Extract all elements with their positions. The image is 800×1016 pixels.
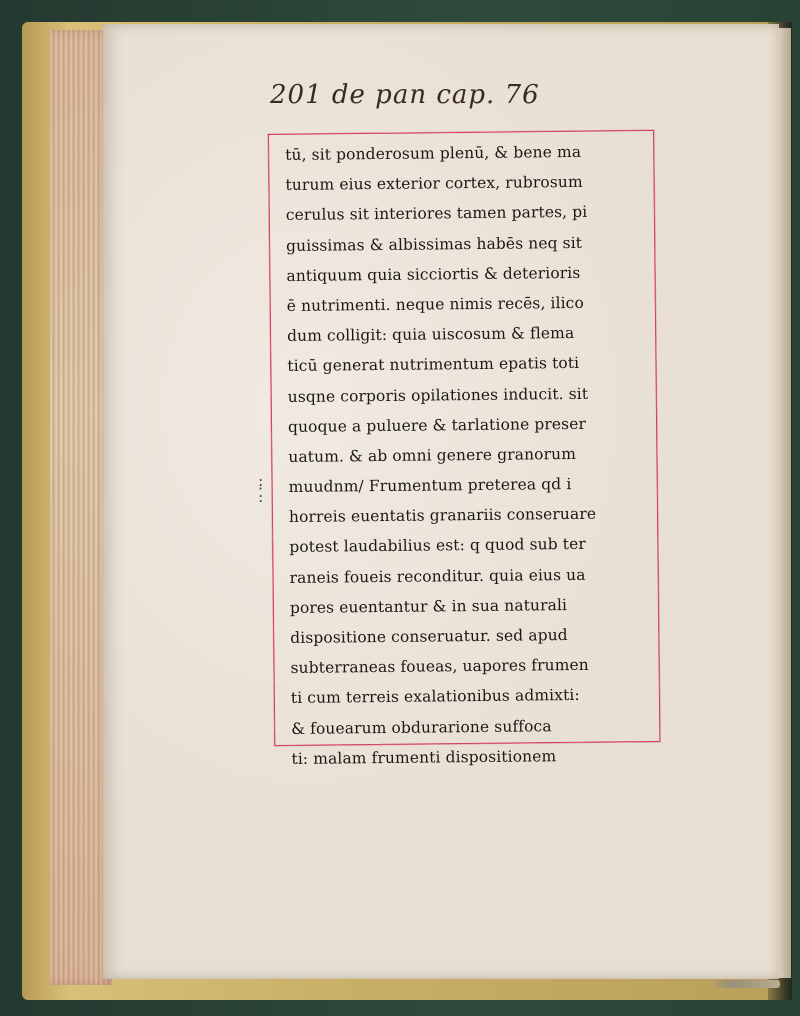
text-line: ti: malam frumenti dispositionem xyxy=(291,746,557,768)
text-line: usqne corporis opilationes inducit. sit xyxy=(287,384,589,406)
text-line: & fouearum obdurarione suffoca xyxy=(291,716,552,738)
text-line: ticū generat nutrimentum epatis toti xyxy=(287,354,580,376)
text-line: antiquum quia sicciortis & deterioris xyxy=(286,263,581,285)
text-line: quoque a puluere & tarlatione preser xyxy=(287,414,587,436)
text-line: ē nutrimenti. neque nimis recēs, ilico xyxy=(286,293,584,315)
text-line: guissimas & albissimas habēs neq sit xyxy=(286,233,583,255)
text-line: potest laudabilius est: q quod sub ter xyxy=(289,535,586,557)
text-line: dum colligit: quia uiscosum & flema xyxy=(286,324,575,346)
text-line: turum eius exterior cortex, rubrosum xyxy=(285,173,583,195)
page-corner-shadow xyxy=(710,980,780,988)
text-line: uatum. & ab omni genere granorum xyxy=(288,444,577,466)
text-line: cerulus sit interiores tamen partes, pi xyxy=(285,203,588,225)
text-line: horreis euentatis granariis conseruare xyxy=(288,505,597,527)
text-line: subterraneas foueas, uapores frumen xyxy=(290,656,589,678)
text-line: raneis foueis reconditur. quia eius ua xyxy=(289,565,586,587)
text-block xyxy=(285,136,662,774)
text-line: muudnm/ Frumentum preterea qd i xyxy=(288,475,572,497)
text-line: dispositione conseruatur. sed apud xyxy=(290,626,568,647)
opposite-page-edge xyxy=(779,28,791,978)
marginal-dots: : · : xyxy=(258,471,264,506)
text-line: tū, sit ponderosum plenū, & bene ma xyxy=(285,142,582,164)
handwritten-heading: 201 de pan cap. 76 xyxy=(270,80,540,110)
text-line: pores euentantur & in sua naturali xyxy=(289,595,568,617)
text-line: ti cum terreis exalationibus admixti: xyxy=(290,686,580,708)
